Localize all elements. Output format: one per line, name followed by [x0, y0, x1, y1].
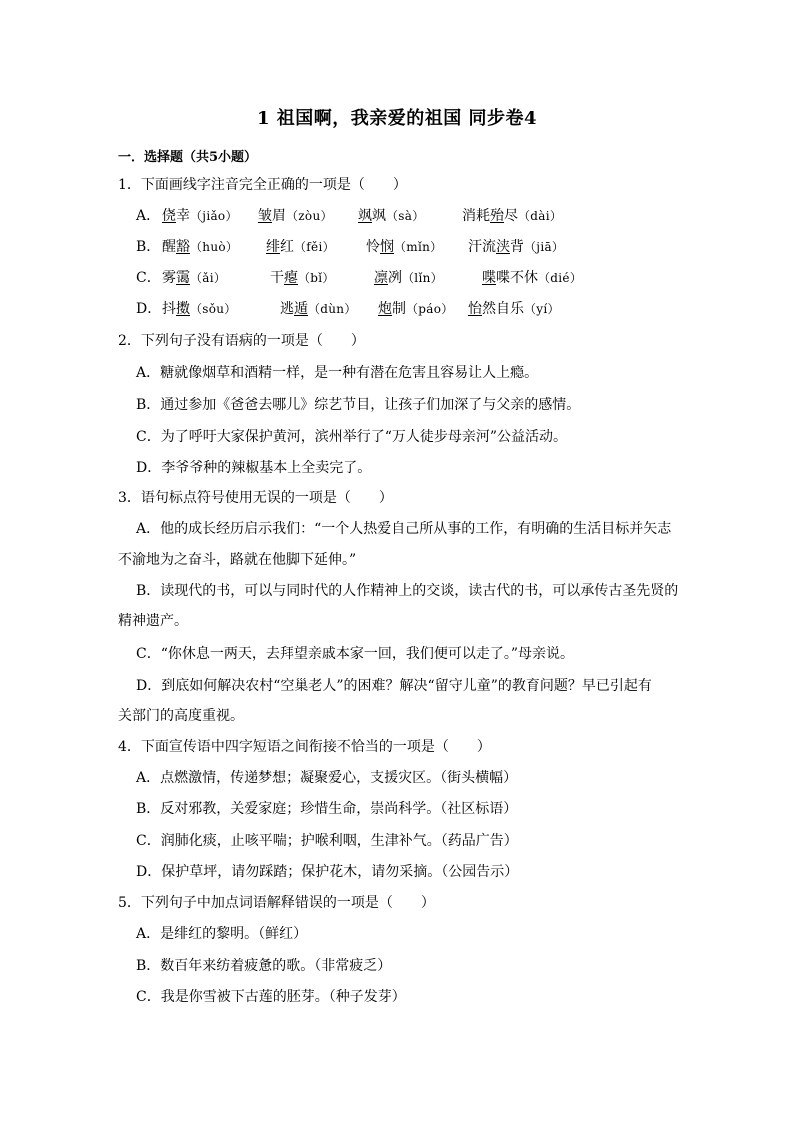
pinyin-annotation: （lǐn） — [402, 271, 443, 285]
question-1-option-c-word: 喋喋不休（dié） — [482, 270, 583, 286]
underlined-char: 遁 — [294, 301, 308, 317]
question-3-option-d-line1: D．到底如何解决农村“空巢老人”的困难？解决“留守儿童”的教育问题？早已引起有 — [136, 678, 652, 694]
underlined-char: 凛 — [374, 270, 388, 286]
question-4-option-d: D．保护草坪，请勿踩踏；保护花木，请勿采摘。（公园告示） — [136, 864, 519, 880]
pinyin-annotation: （sǒu） — [190, 302, 237, 316]
underlined-char: 怡 — [468, 301, 482, 317]
page-title: 1 祖国啊，我亲爱的祖国 同步卷4 — [256, 108, 538, 129]
question-1-option-a-label: A． — [136, 208, 161, 224]
pinyin-annotation: （dài） — [518, 209, 563, 223]
question-1-option-b-word: 汗流浃背（jiā） — [468, 239, 565, 255]
pinyin-annotation: （zòu） — [286, 209, 333, 223]
question-1-option-d-word: 怡然自乐（yí） — [468, 301, 560, 317]
question-4-stem: 4．下面宣传语中四字短语之间衔接不恰当的一项是（ ） — [118, 739, 491, 755]
question-3-option-c: C．“你休息一两天，去拜望亲戚本家一回，我们便可以走了。”母亲说。 — [136, 646, 575, 662]
underlined-char: 瘪 — [284, 270, 298, 286]
question-2-option-c: C．为了呼吁大家保护黄河，滨州举行了“万人徒步母亲河”公益活动。 — [136, 429, 568, 445]
question-3-option-b-line2: 精神遗产。 — [118, 613, 188, 629]
question-5-option-c: C．我是你雪被下古莲的胚芽。（种子发芽） — [136, 989, 406, 1005]
question-1-option-c-word: 凛冽（lǐn） — [374, 270, 443, 286]
question-2-stem: 2．下列句子没有语病的一项是（ ） — [118, 333, 365, 349]
pinyin-annotation: （sà） — [386, 209, 425, 223]
question-5-stem: 5．下列句子中加点词语解释错误的一项是（ ） — [118, 895, 435, 911]
pinyin-annotation: （fěi） — [294, 240, 335, 254]
pinyin-annotation: （dùn） — [308, 302, 357, 316]
question-1-option-d-label: D． — [136, 301, 162, 317]
question-1-option-a-word: 消耗殆尽（dài） — [462, 208, 563, 224]
question-1-option-b-label: B． — [136, 239, 161, 255]
underlined-char: 悯 — [380, 239, 394, 255]
question-3-option-a-line1: A．他的成长经历启示我们：“一个人热爱自己所从事的工作，有明确的生活目标并矢志 — [136, 521, 672, 537]
underlined-char: 浃 — [496, 239, 510, 255]
question-1-option-c-word: 干瘪（bǐ） — [270, 270, 335, 286]
question-4-option-b: B．反对邪教，关爱家庭；珍惜生命，崇尚科学。（社区标语） — [136, 801, 518, 817]
question-3-option-a-line2: 不渝地为之奋斗，路就在他脚下延伸。” — [118, 552, 357, 568]
question-1-option-c-label: C． — [136, 270, 161, 286]
pinyin-annotation: （mǐn） — [394, 240, 443, 254]
question-1-option-a-word: 皱眉（zòu） — [258, 208, 333, 224]
pinyin-annotation: （dié） — [538, 271, 583, 285]
question-1-option-a-word: 侥幸（jiǎo） — [162, 208, 238, 224]
section-heading: 一．选择题（共5小题） — [118, 150, 258, 165]
pinyin-annotation: （ǎi） — [190, 271, 227, 285]
question-1-option-b-word: 绯红（fěi） — [266, 239, 335, 255]
question-5-option-b: B．数百年来纺着疲惫的歌。（非常疲乏） — [136, 958, 392, 974]
question-4-option-a: A．点燃激情，传递梦想；凝聚爱心，支援灾区。（街头横幅） — [136, 770, 518, 786]
question-3-stem: 3．语句标点符号使用无误的一项是（ ） — [118, 490, 393, 506]
pinyin-annotation: （yí） — [524, 302, 560, 316]
underlined-char: 皱 — [258, 208, 272, 224]
underlined-char: 飒 — [358, 208, 372, 224]
pinyin-annotation: （bǐ） — [298, 271, 335, 285]
question-1-option-b-word: 怜悯（mǐn） — [366, 239, 443, 255]
question-1-option-a-word: 飒飒（sà） — [358, 208, 425, 224]
underlined-char: 喋 — [482, 270, 496, 286]
question-1-option-d-word: 炮制（páo） — [378, 301, 454, 317]
pinyin-annotation: （jiā） — [524, 240, 565, 254]
pinyin-annotation: （huò） — [190, 240, 239, 254]
question-2-option-a: A．糖就像烟草和酒精一样，是一种有潜在危害且容易让人上瘾。 — [136, 365, 539, 381]
question-3-option-b-line1: B．读现代的书，可以与同时代的人作精神上的交谈，读古代的书，可以承传古圣先贤的 — [136, 583, 679, 599]
question-1-option-c-word: 雾霭（ǎi） — [162, 270, 227, 286]
underlined-char: 侥 — [162, 208, 176, 224]
question-3-option-d-line2: 关部门的高度重视。 — [118, 708, 244, 724]
underlined-char: 霭 — [176, 270, 190, 286]
underlined-char: 豁 — [176, 239, 190, 255]
question-5-option-a: A．是绯红的黎明。（鲜红） — [136, 926, 308, 942]
underlined-char: 擞 — [176, 301, 190, 317]
question-1-option-d-word: 抖擞（sǒu） — [162, 301, 237, 317]
question-2-option-b: B．通过参加《爸爸去哪儿》综艺节目，让孩子们加深了与父亲的感情。 — [136, 397, 581, 413]
question-2-option-d: D．李爷爷种的辣椒基本上全卖完了。 — [136, 460, 372, 476]
pinyin-annotation: （páo） — [406, 302, 454, 316]
underlined-char: 殆 — [490, 208, 504, 224]
underlined-char: 炮 — [378, 301, 392, 317]
question-4-option-c: C．润肺化痰，止咳平喘；护喉利咽，生津补气。（药品广告） — [136, 833, 518, 849]
pinyin-annotation: （jiǎo） — [190, 209, 238, 223]
question-1-option-b-word: 醒豁（huò） — [162, 239, 239, 255]
question-1-stem: 1．下面画线字注音完全正确的一项是（ ） — [118, 177, 407, 193]
question-1-option-d-word: 逃遁（dùn） — [280, 301, 357, 317]
underlined-char: 绯 — [266, 239, 280, 255]
